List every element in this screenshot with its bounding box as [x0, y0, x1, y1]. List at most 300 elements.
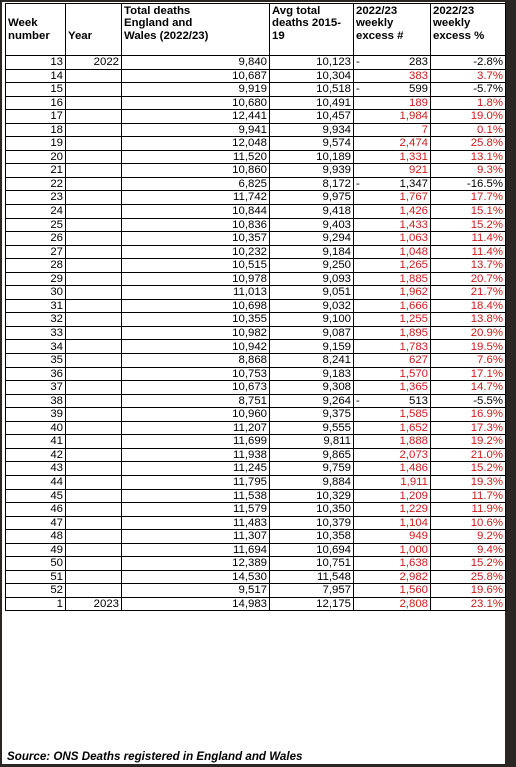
excess-value: 1,063: [399, 232, 428, 245]
table-row: [6, 475, 506, 489]
year-cell: [66, 408, 122, 422]
total-deaths-cell: 10,698: [122, 299, 270, 313]
week-cell: 38: [6, 394, 66, 408]
table-row: [6, 557, 506, 571]
total-deaths-cell: 9,919: [122, 83, 270, 97]
avg-deaths-cell: 10,358: [270, 530, 354, 544]
avg-deaths-cell: 9,159: [270, 340, 354, 354]
excess-number-cell: [354, 462, 431, 476]
excess-percent-cell: 25.8%: [431, 570, 506, 584]
avg-deaths-cell: 9,375: [270, 408, 354, 422]
week-cell: 26: [6, 232, 66, 246]
week-cell: 1: [6, 597, 66, 611]
excess-number-cell: [354, 56, 431, 70]
excess-value: 1,666: [399, 299, 428, 312]
week-cell: 48: [6, 530, 66, 544]
year-cell: [66, 137, 122, 151]
year-cell: [66, 191, 122, 205]
total-deaths-cell: 10,357: [122, 232, 270, 246]
header-year: Year: [66, 4, 122, 56]
week-cell: 35: [6, 354, 66, 368]
excess-number-cell: [354, 205, 431, 219]
excess-value: 1,783: [399, 340, 428, 353]
total-deaths-cell: 11,699: [122, 435, 270, 449]
table-row: [6, 489, 506, 503]
avg-deaths-cell: 12,175: [270, 597, 354, 611]
avg-deaths-cell: 9,100: [270, 313, 354, 327]
avg-deaths-cell: 9,811: [270, 435, 354, 449]
avg-deaths-cell: 9,884: [270, 475, 354, 489]
week-cell: 18: [6, 123, 66, 137]
week-cell: 34: [6, 340, 66, 354]
source-note: Source: ONS Deaths registered in England and Wales: [7, 750, 303, 763]
excess-number-cell: [354, 299, 431, 313]
week-cell: 33: [6, 326, 66, 340]
year-cell: [66, 69, 122, 83]
week-cell: 40: [6, 421, 66, 435]
avg-deaths-cell: 10,123: [270, 56, 354, 70]
excess-number-cell: [354, 394, 431, 408]
year-cell: [66, 503, 122, 517]
total-deaths-cell: 10,515: [122, 259, 270, 273]
table-row: [6, 218, 506, 232]
excess-value: 1,570: [399, 367, 428, 380]
year-cell: [66, 489, 122, 503]
excess-number-cell: [354, 137, 431, 151]
year-cell: [66, 313, 122, 327]
excess-sign: -: [356, 394, 360, 407]
avg-deaths-cell: 10,518: [270, 83, 354, 97]
total-deaths-cell: 10,355: [122, 313, 270, 327]
table-row: [6, 313, 506, 327]
week-cell: 43: [6, 462, 66, 476]
excess-value: 1,104: [399, 516, 428, 529]
excess-value: 1,426: [399, 205, 428, 218]
total-deaths-cell: 11,742: [122, 191, 270, 205]
excess-value: 1,888: [399, 435, 428, 448]
excess-value: 1,560: [399, 584, 428, 597]
week-cell: 41: [6, 435, 66, 449]
excess-number-cell: [354, 557, 431, 571]
excess-percent-cell: -5.5%: [431, 394, 506, 408]
excess-percent-cell: 17.3%: [431, 421, 506, 435]
total-deaths-cell: 10,860: [122, 164, 270, 178]
avg-deaths-cell: 10,491: [270, 96, 354, 110]
total-deaths-cell: 10,753: [122, 367, 270, 381]
year-cell: [66, 110, 122, 124]
table-row: [6, 299, 506, 313]
excess-percent-cell: 13.7%: [431, 259, 506, 273]
excess-deaths-table: [5, 3, 506, 611]
total-deaths-cell: 11,207: [122, 421, 270, 435]
header-total-deaths: Total deaths England and Wales (2022/23): [122, 4, 270, 56]
total-deaths-cell: 11,013: [122, 286, 270, 300]
excess-number-cell: [354, 96, 431, 110]
week-cell: 36: [6, 367, 66, 381]
excess-number-cell: [354, 408, 431, 422]
table-row: [6, 516, 506, 530]
total-deaths-cell: 9,517: [122, 584, 270, 598]
excess-percent-cell: 11.9%: [431, 503, 506, 517]
excess-percent-cell: 16.9%: [431, 408, 506, 422]
avg-deaths-cell: 9,294: [270, 232, 354, 246]
excess-number-cell: [354, 286, 431, 300]
excess-percent-cell: 7.6%: [431, 354, 506, 368]
week-cell: 22: [6, 177, 66, 191]
excess-sign: -: [356, 177, 360, 190]
table-row: [6, 232, 506, 246]
total-deaths-cell: 12,441: [122, 110, 270, 124]
table-row: [6, 205, 506, 219]
avg-deaths-cell: 7,957: [270, 584, 354, 598]
total-deaths-cell: 8,868: [122, 354, 270, 368]
excess-percent-cell: 0.1%: [431, 123, 506, 137]
year-cell: [66, 367, 122, 381]
excess-sign: -: [356, 56, 360, 69]
excess-number-cell: [354, 313, 431, 327]
avg-deaths-cell: 10,379: [270, 516, 354, 530]
avg-deaths-cell: 9,759: [270, 462, 354, 476]
excess-percent-cell: 18.4%: [431, 299, 506, 313]
year-cell: [66, 286, 122, 300]
week-cell: 19: [6, 137, 66, 151]
week-cell: 24: [6, 205, 66, 219]
excess-value: 949: [408, 530, 428, 543]
excess-percent-cell: -16.5%: [431, 177, 506, 191]
avg-deaths-cell: 10,457: [270, 110, 354, 124]
avg-deaths-cell: 9,250: [270, 259, 354, 273]
table-row: [6, 503, 506, 517]
excess-value: 1,365: [399, 381, 428, 394]
avg-deaths-cell: 10,189: [270, 150, 354, 164]
excess-value: 2,982: [399, 570, 428, 583]
year-cell: [66, 205, 122, 219]
total-deaths-cell: 9,941: [122, 123, 270, 137]
excess-number-cell: [354, 448, 431, 462]
spreadsheet-frame: [2, 2, 505, 764]
total-deaths-cell: 10,836: [122, 218, 270, 232]
excess-value: 1,229: [399, 503, 428, 516]
total-deaths-cell: 10,687: [122, 69, 270, 83]
year-cell: [66, 150, 122, 164]
excess-value: 1,984: [399, 110, 428, 123]
year-cell: [66, 218, 122, 232]
excess-number-cell: [354, 326, 431, 340]
excess-number-cell: [354, 272, 431, 286]
year-cell: 2022: [66, 56, 122, 70]
year-cell: [66, 326, 122, 340]
excess-value: 1,767: [399, 191, 428, 204]
table-row: [6, 462, 506, 476]
header-excess-percent: 2022/23 weekly excess %: [431, 4, 506, 56]
table-row: [6, 259, 506, 273]
week-cell: 29: [6, 272, 66, 286]
excess-percent-cell: 21.0%: [431, 448, 506, 462]
table-row: [6, 137, 506, 151]
excess-number-cell: [354, 570, 431, 584]
excess-percent-cell: 15.2%: [431, 218, 506, 232]
week-cell: 44: [6, 475, 66, 489]
year-cell: [66, 516, 122, 530]
excess-number-cell: [354, 340, 431, 354]
excess-value: 283: [408, 56, 428, 69]
excess-value: 2,474: [399, 137, 428, 150]
table-row: [6, 340, 506, 354]
avg-deaths-cell: 11,548: [270, 570, 354, 584]
week-cell: 20: [6, 150, 66, 164]
year-cell: [66, 96, 122, 110]
avg-deaths-cell: 9,264: [270, 394, 354, 408]
total-deaths-cell: 10,978: [122, 272, 270, 286]
excess-value: 1,652: [399, 421, 428, 434]
excess-number-cell: [354, 516, 431, 530]
excess-percent-cell: 13.1%: [431, 150, 506, 164]
total-deaths-cell: 6,825: [122, 177, 270, 191]
table-row: [6, 354, 506, 368]
excess-number-cell: [354, 597, 431, 611]
excess-number-cell: [354, 381, 431, 395]
table-row: [6, 584, 506, 598]
excess-number-cell: [354, 123, 431, 137]
year-cell: [66, 232, 122, 246]
total-deaths-cell: 10,680: [122, 96, 270, 110]
excess-value: 1,486: [399, 462, 428, 475]
excess-number-cell: [354, 232, 431, 246]
year-cell: [66, 123, 122, 137]
year-cell: [66, 557, 122, 571]
avg-deaths-cell: 9,975: [270, 191, 354, 205]
week-cell: 46: [6, 503, 66, 517]
week-cell: 13: [6, 56, 66, 70]
total-deaths-cell: 10,673: [122, 381, 270, 395]
year-cell: [66, 164, 122, 178]
week-cell: 21: [6, 164, 66, 178]
excess-number-cell: [354, 191, 431, 205]
week-cell: 32: [6, 313, 66, 327]
avg-deaths-cell: 9,555: [270, 421, 354, 435]
excess-number-cell: [354, 435, 431, 449]
excess-number-cell: [354, 489, 431, 503]
excess-value: 1,000: [399, 543, 428, 556]
total-deaths-cell: 12,048: [122, 137, 270, 151]
week-cell: 37: [6, 381, 66, 395]
excess-value: 1,347: [399, 177, 428, 190]
header-row: [6, 4, 506, 56]
avg-deaths-cell: 8,172: [270, 177, 354, 191]
total-deaths-cell: 11,795: [122, 475, 270, 489]
avg-deaths-cell: 9,093: [270, 272, 354, 286]
week-cell: 49: [6, 543, 66, 557]
total-deaths-cell: 8,751: [122, 394, 270, 408]
table-row: [6, 272, 506, 286]
excess-number-cell: [354, 475, 431, 489]
avg-deaths-cell: 9,574: [270, 137, 354, 151]
excess-value: 2,073: [399, 448, 428, 461]
excess-percent-cell: 9.4%: [431, 543, 506, 557]
excess-value: 921: [408, 164, 428, 177]
table-row: [6, 326, 506, 340]
excess-percent-cell: 20.9%: [431, 326, 506, 340]
excess-value: 2,808: [399, 597, 428, 610]
avg-deaths-cell: 9,183: [270, 367, 354, 381]
week-cell: 25: [6, 218, 66, 232]
excess-number-cell: [354, 421, 431, 435]
week-cell: 52: [6, 584, 66, 598]
avg-deaths-cell: 9,934: [270, 123, 354, 137]
excess-value: 1,911: [400, 475, 428, 488]
excess-number-cell: [354, 218, 431, 232]
excess-number-cell: [354, 110, 431, 124]
avg-deaths-cell: 10,694: [270, 543, 354, 557]
excess-value: 627: [408, 354, 428, 367]
total-deaths-cell: 11,520: [122, 150, 270, 164]
excess-percent-cell: 11.4%: [431, 232, 506, 246]
year-cell: [66, 435, 122, 449]
year-cell: [66, 462, 122, 476]
table-row: [6, 435, 506, 449]
excess-value: 1,638: [399, 557, 428, 570]
total-deaths-cell: 10,232: [122, 245, 270, 259]
table-row: [6, 110, 506, 124]
table-row: [6, 597, 506, 611]
avg-deaths-cell: 10,350: [270, 503, 354, 517]
total-deaths-cell: 12,389: [122, 557, 270, 571]
avg-deaths-cell: 9,032: [270, 299, 354, 313]
week-cell: 30: [6, 286, 66, 300]
table-row: [6, 164, 506, 178]
excess-percent-cell: 21.7%: [431, 286, 506, 300]
excess-percent-cell: -2.8%: [431, 56, 506, 70]
excess-percent-cell: 15.2%: [431, 557, 506, 571]
excess-value: 1,331: [399, 150, 428, 163]
total-deaths-cell: 11,483: [122, 516, 270, 530]
avg-deaths-cell: 10,304: [270, 69, 354, 83]
excess-percent-cell: 9.3%: [431, 164, 506, 178]
table-row: [6, 394, 506, 408]
excess-value: 1,255: [399, 313, 428, 326]
week-cell: 42: [6, 448, 66, 462]
total-deaths-cell: 11,245: [122, 462, 270, 476]
table-row: [6, 150, 506, 164]
excess-value: 383: [408, 69, 428, 82]
table-row: [6, 448, 506, 462]
excess-value: 189: [408, 96, 428, 109]
excess-value: 1,048: [399, 245, 428, 258]
excess-number-cell: [354, 530, 431, 544]
excess-number-cell: [354, 69, 431, 83]
excess-number-cell: [354, 150, 431, 164]
year-cell: [66, 259, 122, 273]
year-cell: [66, 340, 122, 354]
avg-deaths-cell: 10,751: [270, 557, 354, 571]
table-row: [6, 56, 506, 70]
avg-deaths-cell: 9,087: [270, 326, 354, 340]
week-cell: 23: [6, 191, 66, 205]
excess-number-cell: [354, 177, 431, 191]
excess-percent-cell: 20.7%: [431, 272, 506, 286]
year-cell: [66, 177, 122, 191]
year-cell: [66, 299, 122, 313]
week-cell: 51: [6, 570, 66, 584]
total-deaths-cell: 11,938: [122, 448, 270, 462]
total-deaths-cell: 14,983: [122, 597, 270, 611]
week-cell: 47: [6, 516, 66, 530]
table-row: [6, 421, 506, 435]
excess-percent-cell: 13.8%: [431, 313, 506, 327]
avg-deaths-cell: 9,308: [270, 381, 354, 395]
excess-percent-cell: -5.7%: [431, 83, 506, 97]
year-cell: [66, 381, 122, 395]
header-week: Week number: [6, 4, 66, 56]
excess-percent-cell: 19.6%: [431, 584, 506, 598]
excess-sign: -: [356, 83, 360, 96]
excess-value: 1,885: [399, 272, 428, 285]
excess-value: 1,265: [399, 259, 428, 272]
year-cell: [66, 543, 122, 557]
total-deaths-cell: 10,982: [122, 326, 270, 340]
week-cell: 16: [6, 96, 66, 110]
total-deaths-cell: 11,694: [122, 543, 270, 557]
week-cell: 14: [6, 69, 66, 83]
excess-percent-cell: 10.6%: [431, 516, 506, 530]
avg-deaths-cell: 9,403: [270, 218, 354, 232]
excess-value: 1,962: [399, 286, 428, 299]
year-cell: 2023: [66, 597, 122, 611]
week-cell: 50: [6, 557, 66, 571]
total-deaths-cell: 11,538: [122, 489, 270, 503]
table-row: [6, 123, 506, 137]
excess-percent-cell: 19.2%: [431, 435, 506, 449]
table-row: [6, 245, 506, 259]
total-deaths-cell: 10,844: [122, 205, 270, 219]
excess-percent-cell: 11.7%: [431, 489, 506, 503]
week-cell: 31: [6, 299, 66, 313]
week-cell: 15: [6, 83, 66, 97]
excess-percent-cell: 19.5%: [431, 340, 506, 354]
excess-percent-cell: 15.1%: [431, 205, 506, 219]
excess-percent-cell: 17.1%: [431, 367, 506, 381]
excess-percent-cell: 25.8%: [431, 137, 506, 151]
table-row: [6, 286, 506, 300]
avg-deaths-cell: 10,329: [270, 489, 354, 503]
table-row: [6, 543, 506, 557]
table-row: [6, 381, 506, 395]
excess-number-cell: [354, 259, 431, 273]
table-body: [6, 56, 506, 611]
excess-number-cell: [354, 543, 431, 557]
year-cell: [66, 83, 122, 97]
excess-number-cell: [354, 245, 431, 259]
year-cell: [66, 272, 122, 286]
year-cell: [66, 394, 122, 408]
year-cell: [66, 354, 122, 368]
avg-deaths-cell: 8,241: [270, 354, 354, 368]
excess-number-cell: [354, 367, 431, 381]
year-cell: [66, 448, 122, 462]
table-row: [6, 96, 506, 110]
excess-percent-cell: 9.2%: [431, 530, 506, 544]
excess-percent-cell: 15.2%: [431, 462, 506, 476]
avg-deaths-cell: 9,939: [270, 164, 354, 178]
year-cell: [66, 475, 122, 489]
excess-percent-cell: 17.7%: [431, 191, 506, 205]
excess-number-cell: [354, 503, 431, 517]
total-deaths-cell: 10,942: [122, 340, 270, 354]
excess-percent-cell: 11.4%: [431, 245, 506, 259]
avg-deaths-cell: 9,184: [270, 245, 354, 259]
week-cell: 28: [6, 259, 66, 273]
excess-percent-cell: 1.8%: [431, 96, 506, 110]
